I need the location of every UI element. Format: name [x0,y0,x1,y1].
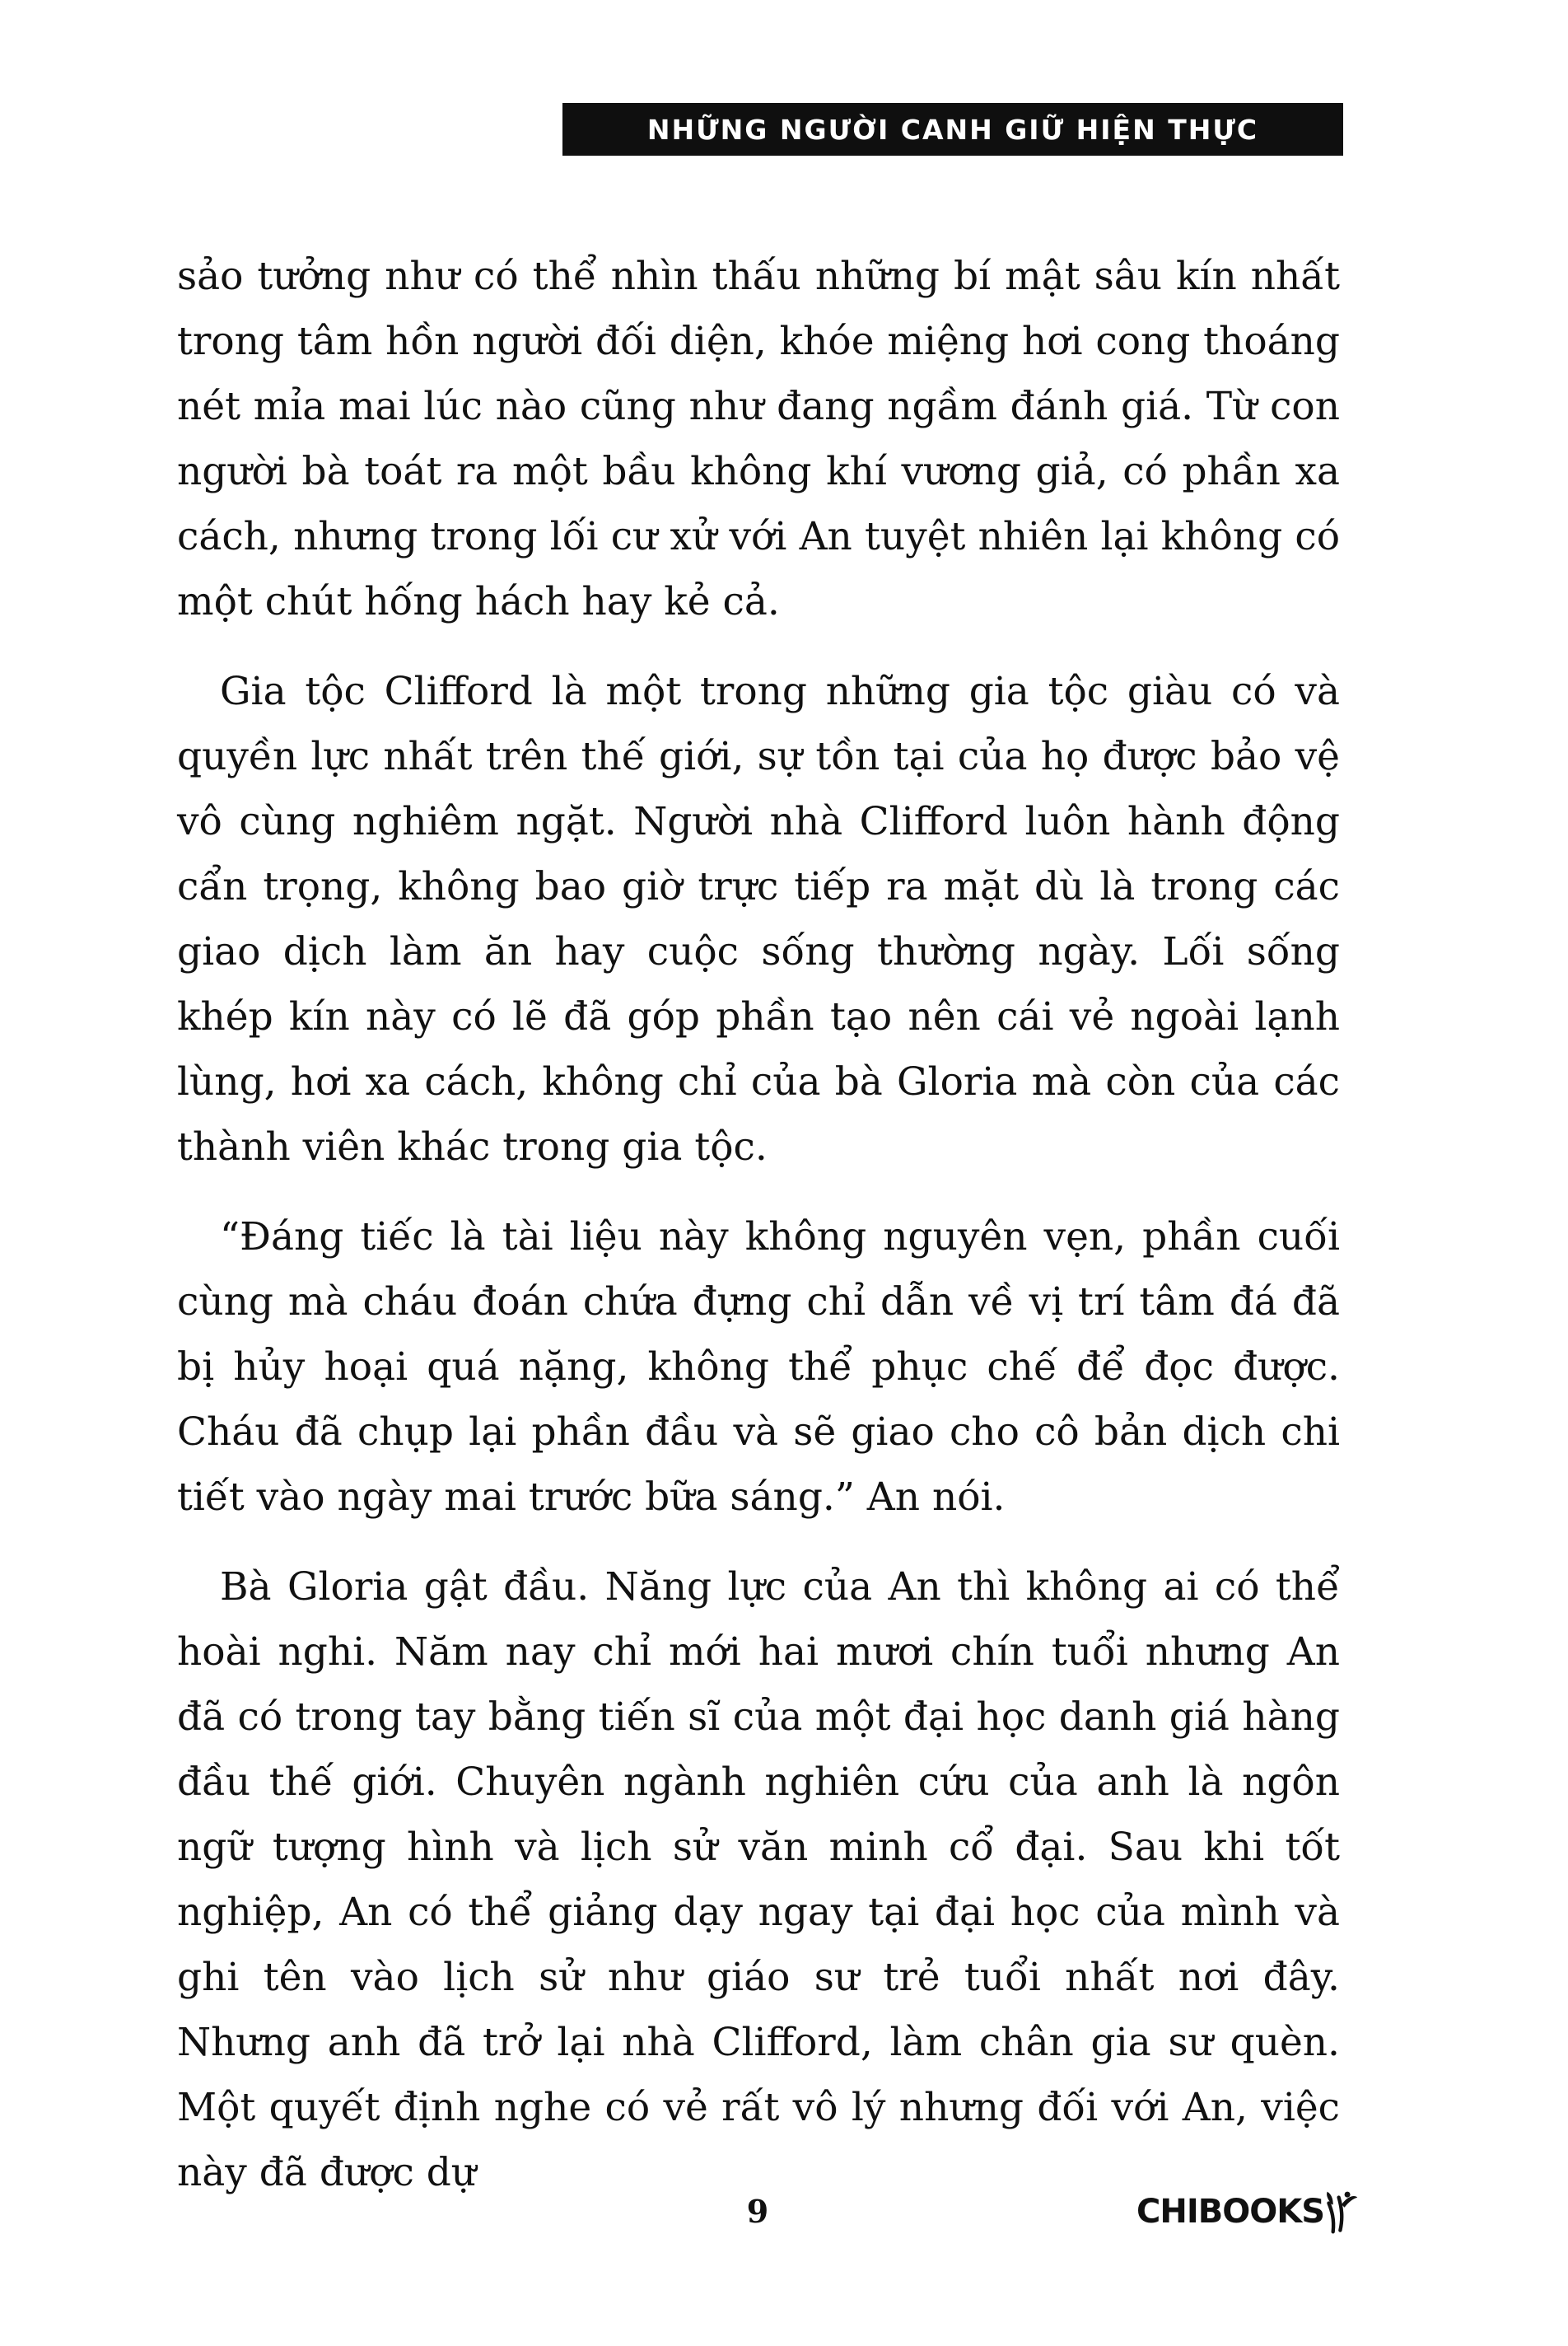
leaf-sprout-icon [1326,2187,1359,2236]
publisher-logo [1136,2183,1359,2241]
paragraph-clifford-family: Gia tộc Clifford là một trong những gia tộc giàu có và quyền lực nhất trên thế giới, sự tồn tại của họ được bảo vệ vô cùng nghiêm ngặt. Người nhà Clifford luôn hành động cẩn trọng, không bao giờ trực tiếp ra mặt dù là trong các giao dịch làm ăn hay cuộc sống thường ngày. Lối sống khép kín này có lẽ đã góp phần tạo nên cái vẻ ngoài lạnh lùng, hơi xa cách, không chỉ của bà Gloria mà còn của các thành viên khác trong gia tộc. [177,669,1340,1170]
page-body [177,244,1340,2205]
page-number: 9 [746,2193,769,2230]
paragraph-continued: sảo tưởng như có thể nhìn thấu những bí mật sâu kín nhất trong tâm hồn người đối diện, khóe miệng hơi cong thoáng nét mỉa mai lúc nào cũng như đang ngầm đánh giá. Từ con người bà toát ra một bầu không khí vương giả, có phần xa cách, nhưng trong lối cư xử với An tuyệt nhiên lại không có một chút hống hách hay kẻ cả. [177,254,1340,624]
running-header-title: NHỮNG NGƯỜI CANH GIỮ HIỆN THỰC [646,113,1259,146]
paragraph-gloria-nods: Bà Gloria gật đầu. Năng lực của An thì không ai có thể hoài nghi. Năm nay chỉ mới hai mươi chín tuổi nhưng An đã có trong tay bằng tiến sĩ của một đại học danh giá hàng đầu thế giới. Chuyên ngành nghiên cứu của anh là ngôn ngữ tượng hình và lịch sử văn minh cổ đại. Sau khi tốt nghiệp, An có thể giảng dạy ngay tại đại học của mình và ghi tên vào lịch sử như giáo sư trẻ tuổi nhất nơi đây. Nhưng anh đã trở lại nhà Clifford, làm chân gia sư quèn. Một quyết định nghe có vẻ rất vô lý nhưng đối với An, việc này đã được dự [177,1564,1340,2195]
publisher-logo-text: CHIBOOKS [1136,2193,1325,2231]
running-header-bar [562,103,1343,156]
paragraph-an-dialogue: “Đáng tiếc là tài liệu này không nguyên vẹn, phần cuối cùng mà cháu đoán chứa đựng chỉ dẫn về vị trí tâm đá đã bị hủy hoại quá nặng, không thể phục chế để đọc được. Cháu đã chụp lại phần đầu và sẽ giao cho cô bản dịch chi tiết vào ngày mai trước bữa sáng.” An nói. [177,1214,1340,1520]
